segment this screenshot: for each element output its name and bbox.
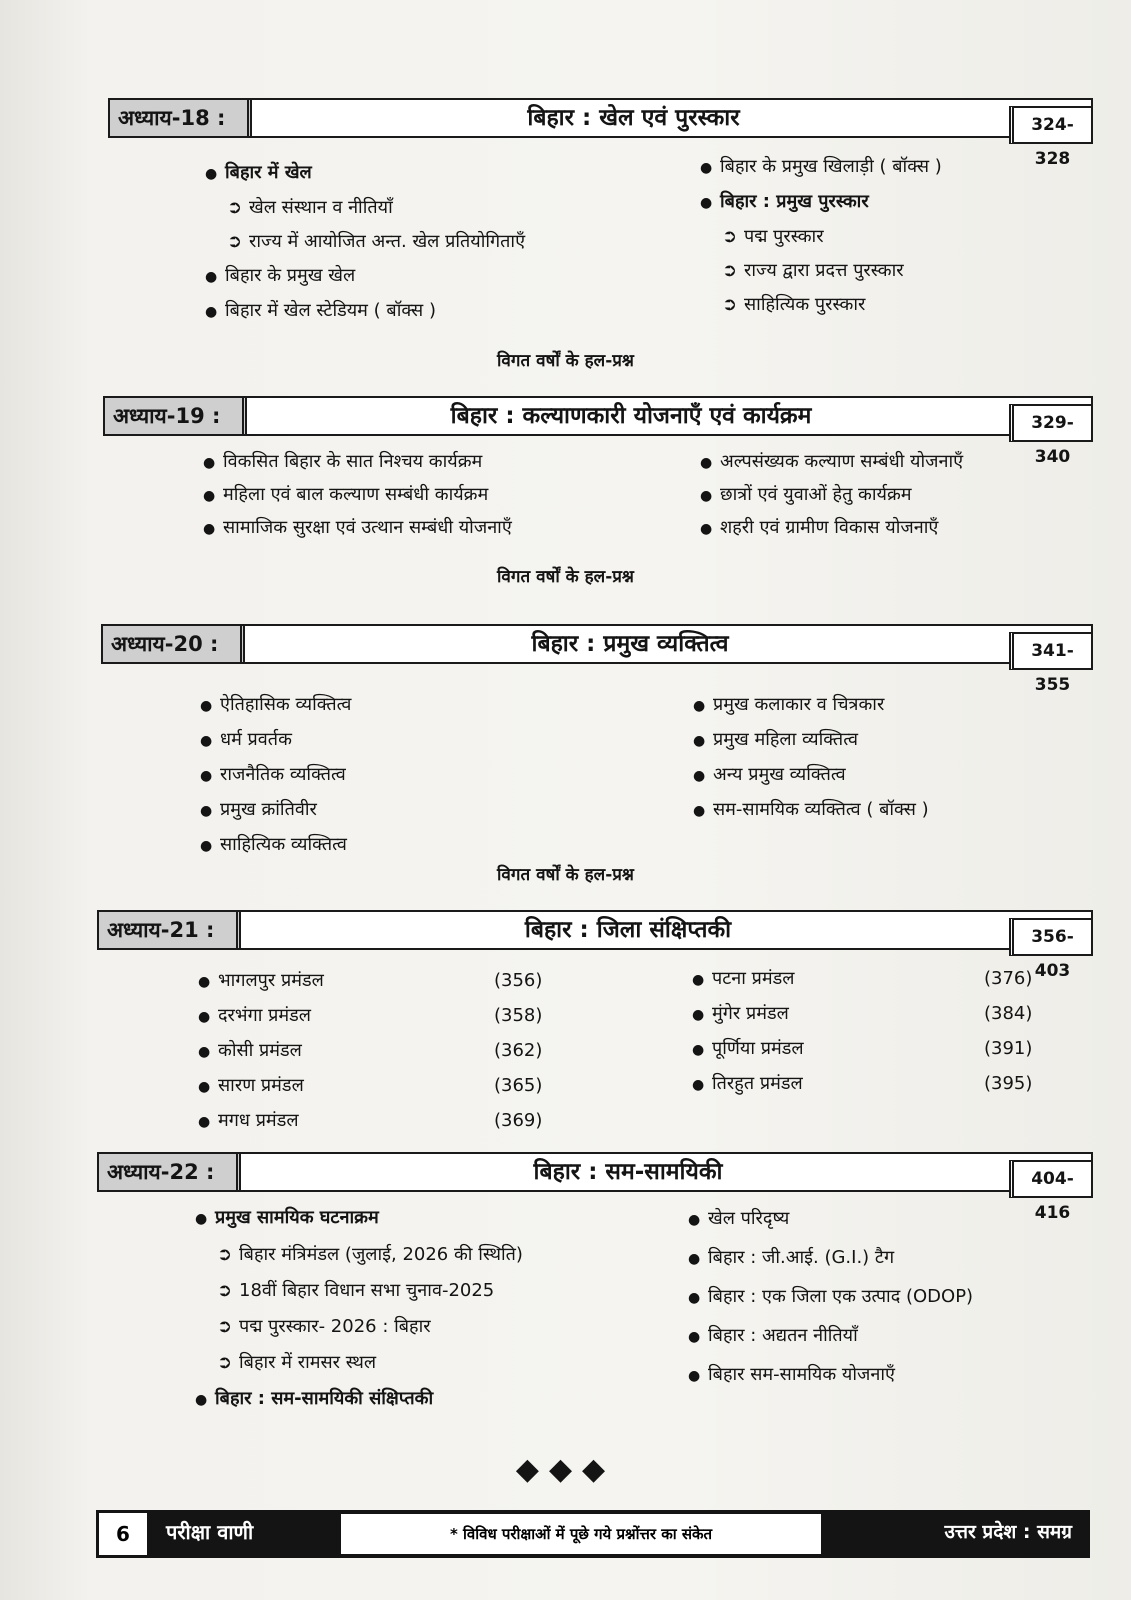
bullet-icon: ●	[200, 768, 213, 784]
bullet-icon: ●	[700, 160, 713, 176]
bullet-icon: ●	[198, 1044, 211, 1060]
district-list-left	[198, 964, 558, 1139]
topic-item: ● बिहार में खेल	[205, 156, 675, 191]
subtopic-item: ➲ बिहार में रामसर स्थल	[195, 1345, 665, 1381]
brand-name: परीक्षा वाणी	[166, 1520, 254, 1544]
bullet-icon: ●	[205, 166, 218, 182]
topic-item: ● खेल परिदृष्य	[688, 1200, 1088, 1239]
chapter-number: अध्याय-21 :	[99, 912, 241, 948]
bullet-icon: ●	[198, 1009, 211, 1025]
chapter-number: अध्याय-20 :	[103, 626, 245, 662]
bullet-icon: ●	[198, 974, 211, 990]
arrow-icon: ➲	[217, 1316, 233, 1337]
page-ref: (376)	[984, 968, 1033, 989]
subtopic-item: ➲ पद्म पुरस्कार	[700, 220, 1090, 254]
subtopic-item: ➲ पद्म पुरस्कार- 2026 : बिहार	[195, 1309, 665, 1345]
arrow-icon: ➲	[217, 1244, 233, 1265]
topic-item: ● बिहार के प्रमुख खिलाड़ी ( बॉक्स )	[700, 150, 1090, 185]
topic-item: ● छात्रों एवं युवाओं हेतु कार्यक्रम	[700, 479, 1090, 512]
bullet-icon: ●	[200, 733, 213, 749]
district-item: ● तिरहुत प्रमंडल (395)	[692, 1067, 1052, 1102]
topic-item: ● राजनैतिक व्यक्तित्व	[200, 758, 670, 793]
chapter-page-range: 324-328	[1009, 106, 1093, 144]
topic-list-left	[195, 1200, 665, 1418]
topic-list-left	[205, 156, 675, 329]
chapter-header	[101, 624, 1093, 695]
topic-list-right	[688, 1200, 1088, 1395]
page-ref: (395)	[984, 1073, 1033, 1094]
chapter-title: बिहार : खेल एवं पुरस्कार	[527, 105, 740, 131]
district-item: ● मगध प्रमंडल (369)	[198, 1104, 558, 1139]
bullet-icon: ●	[692, 972, 705, 988]
bullet-icon: ●	[700, 488, 713, 504]
topic-item: ● अल्पसंख्यक कल्याण सम्बंधी योजनाएँ	[700, 446, 1090, 479]
bullet-icon: ●	[205, 269, 218, 285]
bullet-icon: ●	[688, 1212, 701, 1228]
topic-item: ● बिहार के प्रमुख खेल	[205, 259, 675, 294]
bullet-icon: ●	[203, 488, 216, 504]
chapter-number: अध्याय-22 :	[99, 1154, 241, 1190]
diamond-divider: ◆◆◆	[515, 1452, 616, 1487]
topic-item: ● बिहार : एक जिला एक उत्पाद (ODOP)	[688, 1278, 1088, 1317]
footer-note: * विविध परीक्षाओं में पूछे गये प्रश्नोंत्तर का संकेत	[341, 1514, 821, 1554]
subtopic-item: ➲ बिहार मंत्रिमंडल (जुलाई, 2026 की स्थिति)	[195, 1237, 665, 1273]
chapter-number: अध्याय-18 :	[110, 100, 252, 136]
arrow-icon: ➲	[722, 294, 738, 315]
previous-year-questions: विगत वर्षों के हल-प्रश्न	[497, 865, 634, 885]
previous-year-questions: विगत वर्षों के हल-प्रश्न	[497, 351, 634, 371]
topic-item: ● शहरी एवं ग्रामीण विकास योजनाएँ	[700, 512, 1090, 545]
page-footer	[96, 1510, 1090, 1558]
bullet-icon: ●	[700, 455, 713, 471]
topic-list-left	[203, 446, 673, 545]
bullet-icon: ●	[700, 521, 713, 537]
topic-item: ● बिहार सम-सामयिक योजनाएँ	[688, 1356, 1088, 1395]
bullet-icon: ●	[200, 803, 213, 819]
bullet-icon: ●	[203, 455, 216, 471]
bullet-icon: ●	[693, 803, 706, 819]
topic-item: ● सामाजिक सुरक्षा एवं उत्थान सम्बंधी योजनाएँ	[203, 512, 673, 545]
topic-list-right	[700, 150, 1090, 322]
subtopic-item: ➲ राज्य में आयोजित अन्त. खेल प्रतियोगिताएँ	[205, 225, 675, 259]
bullet-icon: ●	[693, 733, 706, 749]
page-number: 6	[96, 1510, 150, 1558]
chapter-number: अध्याय-19 :	[105, 398, 247, 434]
chapter-title: बिहार : कल्याणकारी योजनाएँ एवं कार्यक्रम	[450, 403, 812, 429]
bullet-icon: ●	[692, 1077, 705, 1093]
topic-item: ● धर्म प्रवर्तक	[200, 723, 670, 758]
subtopic-item: ➲ खेल संस्थान व नीतियाँ	[205, 191, 675, 225]
arrow-icon: ➲	[227, 231, 243, 252]
bullet-icon: ●	[693, 768, 706, 784]
topic-item: ● अन्य प्रमुख व्यक्तित्व	[693, 758, 1083, 793]
topic-item: ● बिहार : सम-सामयिकी संक्षिप्तकी	[195, 1381, 665, 1418]
bullet-icon: ●	[198, 1079, 211, 1095]
bullet-icon: ●	[692, 1007, 705, 1023]
page-ref: (362)	[494, 1040, 543, 1061]
district-item: ● पटना प्रमंडल (376)	[692, 962, 1052, 997]
bullet-icon: ●	[198, 1114, 211, 1130]
page-ref: (369)	[494, 1110, 543, 1131]
arrow-icon: ➲	[217, 1280, 233, 1301]
previous-year-questions: विगत वर्षों के हल-प्रश्न	[497, 567, 634, 587]
subtopic-item: ➲ साहित्यिक पुरस्कार	[700, 288, 1090, 322]
bullet-icon: ●	[195, 1392, 208, 1408]
topic-item: ● प्रमुख कलाकार व चित्रकार	[693, 688, 1083, 723]
topic-list-left	[200, 688, 670, 863]
subtopic-item: ➲ 18वीं बिहार विधान सभा चुनाव-2025	[195, 1273, 665, 1309]
topic-item: ● प्रमुख सामयिक घटनाक्रम	[195, 1200, 665, 1237]
topic-item: ● प्रमुख क्रांतिवीर	[200, 793, 670, 828]
bullet-icon: ●	[195, 1211, 208, 1227]
arrow-icon: ➲	[217, 1352, 233, 1373]
topic-item: ● प्रमुख महिला व्यक्तित्व	[693, 723, 1083, 758]
arrow-icon: ➲	[227, 197, 243, 218]
bullet-icon: ●	[688, 1290, 701, 1306]
bullet-icon: ●	[688, 1251, 701, 1267]
topic-item: ● बिहार : जी.आई. (G.I.) टैग	[688, 1239, 1088, 1278]
bullet-icon: ●	[693, 698, 706, 714]
district-item: ● सारण प्रमंडल (365)	[198, 1069, 558, 1104]
district-item: ● दरभंगा प्रमंडल (358)	[198, 999, 558, 1034]
district-item: ● पूर्णिया प्रमंडल (391)	[692, 1032, 1052, 1067]
bullet-icon: ●	[200, 838, 213, 854]
chapter-title: बिहार : सम-सामयिकी	[533, 1159, 723, 1185]
page-ref: (391)	[984, 1038, 1033, 1059]
page-ref: (356)	[494, 970, 543, 991]
chapter-page-range: 341-355	[1009, 632, 1093, 670]
chapter-title: बिहार : जिला संक्षिप्तकी	[524, 917, 732, 943]
page-ref: (358)	[494, 1005, 543, 1026]
chapter-page-range: 404-416	[1009, 1160, 1093, 1198]
bullet-icon: ●	[692, 1042, 705, 1058]
chapter-page-range: 356-403	[1009, 918, 1093, 956]
district-item: ● भागलपुर प्रमंडल (356)	[198, 964, 558, 999]
subtopic-item: ➲ राज्य द्वारा प्रदत्त पुरस्कार	[700, 254, 1090, 288]
topic-item: ● बिहार में खेल स्टेडियम ( बॉक्स )	[205, 294, 675, 329]
chapter-title: बिहार : प्रमुख व्यक्तित्व	[531, 631, 729, 657]
topic-item: ● बिहार : अद्यतन नीतियाँ	[688, 1317, 1088, 1356]
arrow-icon: ➲	[722, 260, 738, 281]
topic-item: ● महिला एवं बाल कल्याण सम्बंधी कार्यक्रम	[203, 479, 673, 512]
book-title: उत्तर प्रदेश : समग्र	[944, 1521, 1072, 1543]
topic-item: ● विकसित बिहार के सात निश्चय कार्यक्रम	[203, 446, 673, 479]
topic-list-right	[693, 688, 1083, 828]
arrow-icon: ➲	[722, 226, 738, 247]
district-item: ● कोसी प्रमंडल (362)	[198, 1034, 558, 1069]
page-ref: (384)	[984, 1003, 1033, 1024]
topic-item: ● सम-सामयिक व्यक्तित्व ( बॉक्स )	[693, 793, 1083, 828]
page-ref: (365)	[494, 1075, 543, 1096]
district-item: ● मुंगेर प्रमंडल (384)	[692, 997, 1052, 1032]
bullet-icon: ●	[688, 1368, 701, 1384]
topic-item: ● बिहार : प्रमुख पुरस्कार	[700, 185, 1090, 220]
bullet-icon: ●	[203, 521, 216, 537]
bullet-icon: ●	[688, 1329, 701, 1345]
topic-item: ● ऐतिहासिक व्यक्तित्व	[200, 688, 670, 723]
bullet-icon: ●	[205, 304, 218, 320]
topic-item: ● साहित्यिक व्यक्तित्व	[200, 828, 670, 863]
district-list-right	[692, 962, 1052, 1102]
topic-list-right	[700, 446, 1090, 545]
bullet-icon: ●	[200, 698, 213, 714]
bullet-icon: ●	[700, 195, 713, 211]
chapter-page-range: 329-340	[1009, 404, 1093, 442]
